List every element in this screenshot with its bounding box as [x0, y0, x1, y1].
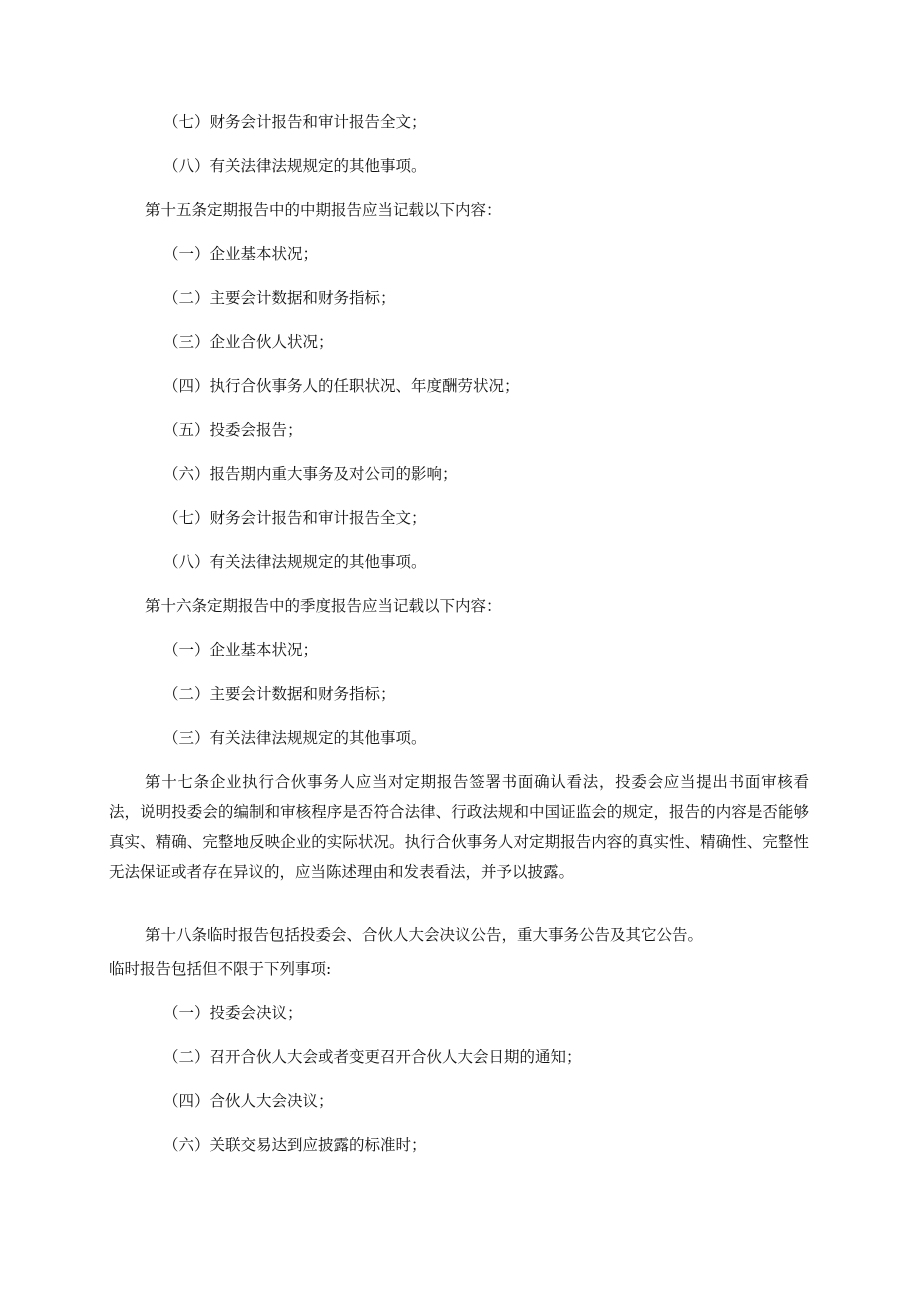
list-item: （七）财务会计报告和审计报告全文；: [163, 113, 427, 131]
list-item: （三）有关法律法规规定的其他事项。: [163, 729, 427, 747]
list-item: （八）有关法律法规规定的其他事项。: [163, 553, 427, 571]
list-item: （二）主要会计数据和财务指标；: [163, 685, 396, 703]
list-item: （六）关联交易达到应披露的标准时；: [163, 1136, 427, 1154]
article-paragraph: 第十八条临时报告包括投委会、合伙人大会决议公告，重大事务公告及其它公告。: [145, 926, 704, 944]
list-item: （五）投委会报告；: [163, 421, 303, 439]
article-paragraph: 第十七条企业执行合伙事务人应当对定期报告签署书面确认看法，投委会应当提出书面审核看法，说明投委会的编制和审核程序是否符合法律、行政法规和中国证监会的规定，报告的内容是否能够真实、精确、完整地反映企业的实际状况。执行合伙事务人对定期报告内容的真实性、精确性、完整性无法保证或者存在异议的，应当陈述理由和发表看法，并予以披露。: [109, 773, 809, 881]
article-heading: 第十六条定期报告中的季度报告应当记载以下内容：: [145, 597, 502, 615]
list-item: （一）企业基本状况；: [163, 245, 319, 263]
list-item: （七）财务会计报告和审计报告全文；: [163, 509, 427, 527]
list-item: （八）有关法律法规规定的其他事项。: [163, 157, 427, 175]
list-item: （三）企业合伙人状况；: [163, 333, 334, 351]
paragraph-line: 临时报告包括但不限于下列事项:: [109, 960, 332, 978]
list-item: （一）企业基本状况；: [163, 641, 319, 659]
list-item: （一）投委会决议；: [163, 1004, 303, 1022]
list-item: （四）合伙人大会决议；: [163, 1092, 334, 1110]
list-item: （四）执行合伙事务人的任职状况、年度酬劳状况；: [163, 377, 520, 395]
list-item: （二）主要会计数据和财务指标；: [163, 289, 396, 307]
article-heading: 第十五条定期报告中的中期报告应当记载以下内容：: [145, 201, 502, 219]
list-item: （六）报告期内重大事务及对公司的影响；: [163, 465, 458, 483]
list-item: （二）召开合伙人大会或者变更召开合伙人大会日期的通知；: [163, 1048, 582, 1066]
